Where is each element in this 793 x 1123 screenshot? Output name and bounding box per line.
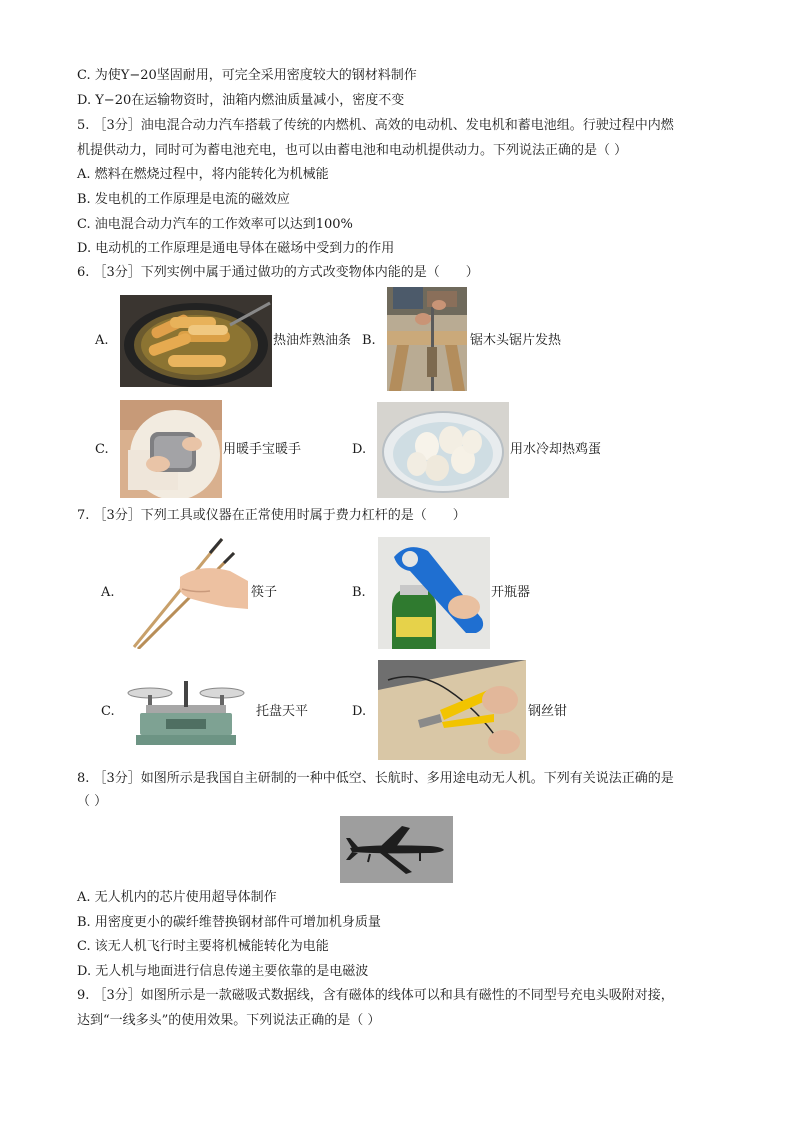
- chopsticks-image: [130, 537, 250, 649]
- q8-stem-line2: （ ）: [77, 794, 108, 809]
- pliers-image: [378, 660, 526, 760]
- q6-option-a-letter: A.: [95, 333, 109, 348]
- q6-option-c-label: 用暖手宝暖手: [223, 442, 302, 457]
- q7-option-c-label: 托盘天平: [256, 704, 309, 719]
- frying-dough-sticks-image: [120, 295, 272, 387]
- q6-option-a-label: 热油炸熟油条: [273, 333, 352, 348]
- q6-option-c-letter: C.: [95, 442, 109, 457]
- q7-option-d-letter: D.: [352, 704, 367, 719]
- q7-option-a-label: 筷子: [251, 585, 278, 600]
- q9-stem-line2: 达到“一线多头”的使用效果。下列说法正确的是（ ）: [77, 1013, 381, 1028]
- q7-option-b-label: 开瓶器: [491, 585, 531, 600]
- q8-option-a: A. 无人机内的芯片使用超导体制作: [77, 890, 277, 905]
- q5-stem-line2: 机提供动力，同时可为蓄电池充电，也可以由蓄电池和电动机提供动力。下列说法正确的是（ ）: [77, 143, 628, 158]
- q9-stem-line1: 9. ［3分］如图所示是一款磁吸式数据线，含有磁体的线体可以和具有磁性的不同型号充电头吸附对接，: [77, 988, 674, 1003]
- q6-option-b-letter: B.: [362, 333, 376, 348]
- q5-stem-line1: 5. ［3分］油电混合动力汽车搭载了传统的内燃机、高效的电动机、发电机和蓄电池组。行驶过程中内燃: [77, 118, 674, 133]
- q6-option-d-label: 用水冷却热鸡蛋: [510, 442, 602, 457]
- q7-option-d-label: 钢丝钳: [528, 704, 568, 719]
- eggs-in-water-image: [377, 402, 509, 498]
- q6-option-d-letter: D.: [352, 442, 367, 457]
- q5-option-c: C. 油电混合动力汽车的工作效率可以达到100%: [77, 217, 353, 232]
- q7-option-b-letter: B.: [352, 585, 366, 600]
- sawing-wood-image: [387, 287, 467, 391]
- q8-option-d: D. 无人机与地面进行信息传递主要依靠的是电磁波: [77, 964, 369, 979]
- q4-option-c: C. 为使Y−20坚固耐用，可完全采用密度较大的钢材料制作: [77, 68, 417, 83]
- bottle-opener-image: [378, 537, 490, 649]
- q6-stem: 6. ［3分］下列实例中属于通过做功的方式改变物体内能的是（ ）: [77, 265, 479, 280]
- q5-option-a: A. 燃料在燃烧过程中，将内能转化为机械能: [77, 167, 329, 182]
- q7-option-a-letter: A.: [101, 585, 115, 600]
- q4-option-d: D. Y−20在运输物资时，油箱内燃油质量减小，密度不变: [77, 93, 405, 108]
- q7-stem: 7. ［3分］下列工具或仪器在正常使用时属于费力杠杆的是（ ）: [77, 508, 466, 523]
- q8-stem-line1: 8. ［3分］如图所示是我国自主研制的一种中低空、长航时、多用途电动无人机。下列有关说法正确的是: [77, 771, 674, 786]
- q8-option-c: C. 该无人机飞行时主要将机械能转化为电能: [77, 939, 329, 954]
- q8-option-b: B. 用密度更小的碳纤维替换钢材部件可增加机身质量: [77, 915, 381, 930]
- q5-option-d: D. 电动机的工作原理是通电导体在磁场中受到力的作用: [77, 241, 395, 256]
- balance-scale-image: [126, 673, 246, 749]
- drone-image: [340, 816, 453, 883]
- q5-option-b: B. 发电机的工作原理是电流的磁效应: [77, 192, 290, 207]
- hand-warmer-image: [120, 400, 222, 498]
- q6-option-b-label: 锯木头锯片发热: [470, 333, 562, 348]
- q7-option-c-letter: C.: [101, 704, 115, 719]
